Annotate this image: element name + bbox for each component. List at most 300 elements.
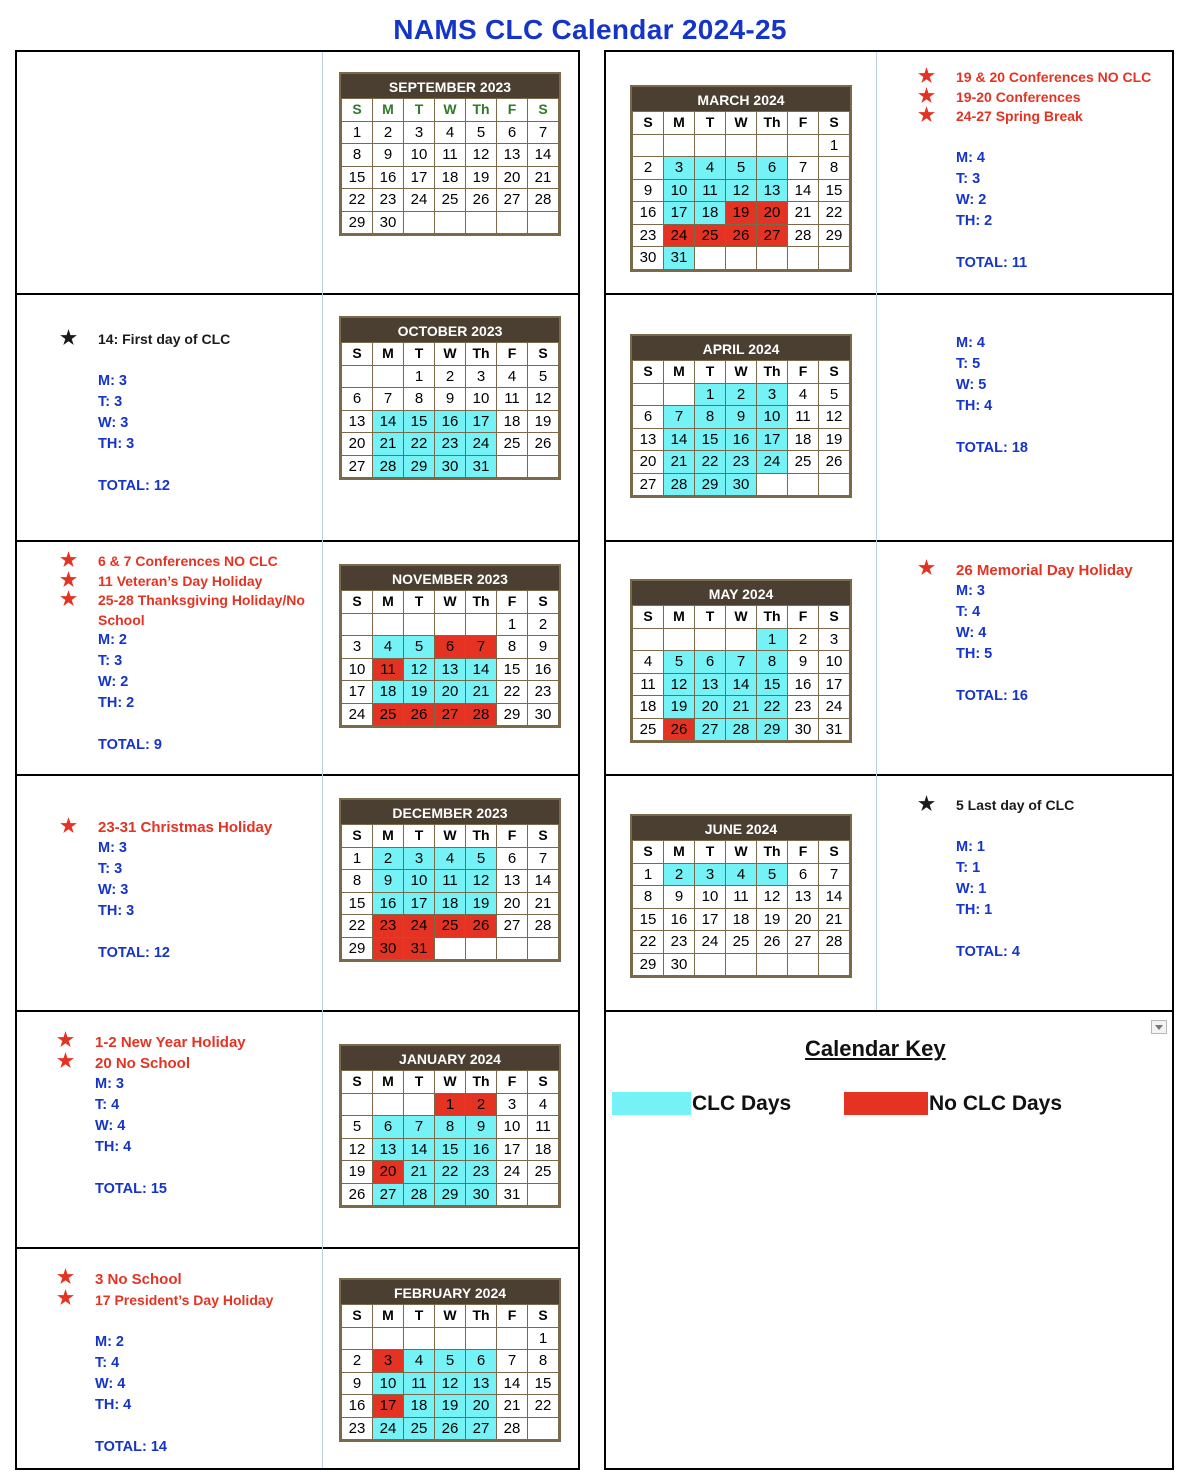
day-cell xyxy=(404,1327,435,1350)
calendar-key-title: Calendar Key xyxy=(805,1036,946,1061)
day-cell: 12 xyxy=(664,673,695,696)
weekday-header: W xyxy=(435,825,466,848)
day-cell: 1 xyxy=(695,383,726,406)
day-cell: 16 xyxy=(788,673,819,696)
day-cell: 19 xyxy=(664,696,695,719)
weekday-header: T xyxy=(695,361,726,384)
star-icon: ★ xyxy=(918,66,936,87)
weekday-header: S xyxy=(819,841,850,864)
day-cell: 13 xyxy=(435,658,466,681)
weekday-header: S xyxy=(528,99,559,122)
day-cell: 2 xyxy=(435,365,466,388)
weekday-header-row xyxy=(342,1071,559,1094)
weekday-header: W xyxy=(726,606,757,629)
day-cell: 8 xyxy=(404,388,435,411)
calendar-grid xyxy=(341,1304,559,1440)
day-cell: 25 xyxy=(435,915,466,938)
weekday-header: W xyxy=(435,1071,466,1094)
day-cell xyxy=(788,953,819,976)
weekday-header: M xyxy=(373,343,404,366)
day-cell: 18 xyxy=(788,428,819,451)
cell-divider xyxy=(322,52,323,1468)
day-cell: 13 xyxy=(497,144,528,167)
day-cell: 20 xyxy=(342,433,373,456)
weekday-header-row xyxy=(633,112,850,135)
day-cell: 7 xyxy=(497,1350,528,1373)
day-cell: 5 xyxy=(435,1350,466,1373)
row-divider xyxy=(604,774,1174,776)
day-cell: 16 xyxy=(726,428,757,451)
day-cell: 24 xyxy=(373,1417,404,1440)
event-item xyxy=(60,818,315,838)
day-cell: 9 xyxy=(528,636,559,659)
day-cell: 6 xyxy=(373,1116,404,1139)
day-cell: 8 xyxy=(342,870,373,893)
day-cell: 12 xyxy=(528,388,559,411)
week-row xyxy=(633,908,850,931)
day-cell: 3 xyxy=(373,1350,404,1373)
weekday-header: Th xyxy=(466,99,497,122)
day-cell: 5 xyxy=(528,365,559,388)
event-item xyxy=(57,1032,312,1053)
day-cell xyxy=(664,383,695,406)
day-cell: 3 xyxy=(404,121,435,144)
day-cell: 9 xyxy=(726,406,757,429)
day-cell xyxy=(373,613,404,636)
week-row xyxy=(633,134,850,157)
weekday-header: Th xyxy=(466,591,497,614)
day-cell xyxy=(373,365,404,388)
calendar-title: FEBRUARY 2024 xyxy=(341,1280,559,1304)
day-cell: 20 xyxy=(788,908,819,931)
stat-wednesday: W: 3 xyxy=(98,881,129,898)
day-cell: 20 xyxy=(373,1161,404,1184)
day-cell: 2 xyxy=(664,863,695,886)
stat-wednesday: W: 4 xyxy=(95,1118,126,1134)
day-cell: 23 xyxy=(528,681,559,704)
week-row xyxy=(342,847,559,870)
notes-june xyxy=(918,796,1168,963)
calendar-grid xyxy=(632,840,850,976)
week-row xyxy=(633,406,850,429)
day-cell: 8 xyxy=(342,144,373,167)
week-row xyxy=(342,410,559,433)
weekday-header: S xyxy=(633,361,664,384)
day-cell: 14 xyxy=(528,144,559,167)
notes-january xyxy=(57,1032,312,1200)
day-cell: 23 xyxy=(788,696,819,719)
day-cell: 13 xyxy=(342,410,373,433)
day-cell: 6 xyxy=(633,406,664,429)
day-cell xyxy=(404,1093,435,1116)
day-cell: 11 xyxy=(435,870,466,893)
week-row xyxy=(342,915,559,938)
day-cell: 15 xyxy=(528,1372,559,1395)
day-cell: 25 xyxy=(404,1417,435,1440)
day-cell: 3 xyxy=(819,628,850,651)
week-row xyxy=(342,121,559,144)
stat-wednesday: W: 4 xyxy=(95,1376,126,1392)
stat-monday: M: 1 xyxy=(956,838,985,855)
day-cell xyxy=(695,247,726,270)
weekday-header: Th xyxy=(757,361,788,384)
day-cell: 14 xyxy=(726,673,757,696)
day-cell: 5 xyxy=(342,1116,373,1139)
day-cell: 22 xyxy=(633,931,664,954)
day-cell: 20 xyxy=(633,451,664,474)
week-row xyxy=(342,681,559,704)
weekday-header: S xyxy=(528,343,559,366)
day-cell: 11 xyxy=(373,658,404,681)
day-cell: 28 xyxy=(528,915,559,938)
weekday-header: S xyxy=(819,606,850,629)
stat-tuesday: T: 1 xyxy=(956,859,981,876)
week-row xyxy=(342,1183,559,1206)
day-cell: 10 xyxy=(466,388,497,411)
day-cell: 3 xyxy=(466,365,497,388)
calendar-november-2023 xyxy=(339,564,561,728)
event-item xyxy=(918,560,1168,581)
event-text: 6 & 7 Conferences NO CLC xyxy=(98,553,278,569)
day-cell: 18 xyxy=(404,1395,435,1418)
day-cell: 12 xyxy=(435,1372,466,1395)
day-cell: 4 xyxy=(435,847,466,870)
calendar-grid xyxy=(341,1070,559,1206)
day-cell: 24 xyxy=(819,696,850,719)
day-cell xyxy=(497,211,528,234)
calendar-april-2024 xyxy=(630,334,852,498)
day-cell: 31 xyxy=(819,718,850,741)
day-cell: 13 xyxy=(633,428,664,451)
weekday-header: S xyxy=(342,1071,373,1094)
day-cell xyxy=(373,1093,404,1116)
day-cell: 9 xyxy=(435,388,466,411)
day-cell xyxy=(819,247,850,270)
day-cell: 23 xyxy=(466,1161,497,1184)
day-cell: 13 xyxy=(466,1372,497,1395)
day-cell: 25 xyxy=(726,931,757,954)
day-cell: 23 xyxy=(633,224,664,247)
no-clc-days-label: No CLC Days xyxy=(929,1092,1063,1115)
day-cell xyxy=(757,473,788,496)
weekday-header: W xyxy=(726,361,757,384)
weekday-header: F xyxy=(497,343,528,366)
day-cell: 6 xyxy=(466,1350,497,1373)
day-cell: 12 xyxy=(466,144,497,167)
week-row xyxy=(342,1350,559,1373)
cell-divider xyxy=(876,52,877,1010)
day-cell: 1 xyxy=(819,134,850,157)
day-cell: 18 xyxy=(528,1138,559,1161)
stat-total: TOTAL: 14 xyxy=(95,1439,167,1455)
day-cell: 22 xyxy=(695,451,726,474)
day-cell: 16 xyxy=(664,908,695,931)
day-cell: 18 xyxy=(373,681,404,704)
row-divider xyxy=(604,540,1174,542)
day-cell: 26 xyxy=(342,1183,373,1206)
day-cell: 21 xyxy=(819,908,850,931)
stat-monday: M: 4 xyxy=(956,335,985,351)
calendar-title: JUNE 2024 xyxy=(632,816,850,840)
day-cell xyxy=(404,613,435,636)
weekday-header-row xyxy=(342,825,559,848)
stat-thursday: TH: 4 xyxy=(956,398,993,414)
day-cell: 6 xyxy=(788,863,819,886)
day-cell: 22 xyxy=(497,681,528,704)
day-cell: 10 xyxy=(373,1372,404,1395)
day-cell: 29 xyxy=(404,455,435,478)
day-cell: 14 xyxy=(404,1138,435,1161)
stat-tuesday: T: 3 xyxy=(98,653,123,669)
clc-days-label: CLC Days xyxy=(692,1092,792,1115)
weekday-header: F xyxy=(788,361,819,384)
weekday-header: S xyxy=(633,841,664,864)
stat-monday: M: 3 xyxy=(95,1076,124,1092)
weekday-header: M xyxy=(664,361,695,384)
day-cell: 10 xyxy=(342,658,373,681)
day-cell: 28 xyxy=(497,1417,528,1440)
star-icon: ★ xyxy=(57,1030,75,1051)
star-icon: ★ xyxy=(918,558,936,579)
day-cell: 9 xyxy=(342,1372,373,1395)
weekday-header: S xyxy=(342,343,373,366)
calendar-october-2023 xyxy=(339,316,561,480)
day-cell: 25 xyxy=(633,718,664,741)
day-cell: 17 xyxy=(373,1395,404,1418)
day-cell: 28 xyxy=(819,931,850,954)
calendar-title: DECEMBER 2023 xyxy=(341,800,559,824)
event-text: 5 Last day of CLC xyxy=(956,797,1075,813)
day-cell: 12 xyxy=(404,658,435,681)
day-cell: 21 xyxy=(664,451,695,474)
day-cell: 15 xyxy=(404,410,435,433)
event-item xyxy=(918,68,1168,88)
stat-tuesday: T: 3 xyxy=(956,170,981,187)
day-cell: 29 xyxy=(757,718,788,741)
day-cell: 20 xyxy=(695,696,726,719)
day-cell xyxy=(435,211,466,234)
week-row xyxy=(342,166,559,189)
weekday-header: S xyxy=(528,591,559,614)
day-cell: 24 xyxy=(695,931,726,954)
star-icon: ★ xyxy=(57,1267,75,1288)
day-cell: 17 xyxy=(342,681,373,704)
calendar-grid xyxy=(341,98,559,234)
star-icon: ★ xyxy=(60,550,78,571)
stat-thursday: TH: 3 xyxy=(98,902,135,919)
day-cell: 29 xyxy=(342,937,373,960)
day-cell: 11 xyxy=(435,144,466,167)
day-cell: 16 xyxy=(528,658,559,681)
weekday-header: S xyxy=(342,1305,373,1328)
day-cell: 5 xyxy=(404,636,435,659)
no-clc-days-swatch xyxy=(844,1092,928,1115)
star-icon: ★ xyxy=(57,1288,75,1309)
day-cell xyxy=(695,953,726,976)
day-cell: 29 xyxy=(819,224,850,247)
day-cell: 31 xyxy=(664,247,695,270)
day-cell: 1 xyxy=(342,121,373,144)
day-cell: 22 xyxy=(435,1161,466,1184)
day-cell xyxy=(497,937,528,960)
week-row xyxy=(633,863,850,886)
day-cell: 7 xyxy=(466,636,497,659)
week-row xyxy=(342,1417,559,1440)
day-cell: 20 xyxy=(466,1395,497,1418)
weekday-header: F xyxy=(497,1305,528,1328)
day-cell: 30 xyxy=(726,473,757,496)
day-cell: 27 xyxy=(342,455,373,478)
day-cell: 9 xyxy=(373,870,404,893)
day-cell xyxy=(435,1327,466,1350)
stat-total: TOTAL: 9 xyxy=(98,737,162,753)
day-cell: 3 xyxy=(497,1093,528,1116)
day-cell: 22 xyxy=(404,433,435,456)
day-cell: 28 xyxy=(466,703,497,726)
day-cell xyxy=(726,628,757,651)
day-cell: 4 xyxy=(528,1093,559,1116)
calendar-january-2024 xyxy=(339,1044,561,1208)
day-cell: 23 xyxy=(664,931,695,954)
event-text: 26 Memorial Day Holiday xyxy=(956,562,1133,579)
dropdown-arrow-icon[interactable] xyxy=(1151,1020,1167,1034)
weekday-header: S xyxy=(342,591,373,614)
stat-thursday: TH: 4 xyxy=(95,1139,132,1155)
day-cell: 2 xyxy=(528,613,559,636)
day-cell: 1 xyxy=(342,847,373,870)
day-cell xyxy=(726,247,757,270)
day-cell: 25 xyxy=(695,224,726,247)
day-cell xyxy=(633,134,664,157)
day-cell: 10 xyxy=(819,651,850,674)
event-text: 14: First day of CLC xyxy=(98,331,231,347)
day-cell xyxy=(342,1327,373,1350)
stat-tuesday: T: 4 xyxy=(956,604,981,620)
day-cell: 31 xyxy=(466,455,497,478)
weekday-header: S xyxy=(633,112,664,135)
day-cell xyxy=(819,473,850,496)
stat-monday: M: 3 xyxy=(956,583,985,599)
day-cell: 27 xyxy=(435,703,466,726)
weekday-header: T xyxy=(404,1305,435,1328)
stat-thursday: TH: 2 xyxy=(98,695,135,711)
stat-tuesday: T: 3 xyxy=(98,393,123,410)
day-cell: 22 xyxy=(757,696,788,719)
week-row xyxy=(633,696,850,719)
weekday-header: T xyxy=(404,825,435,848)
day-cell: 15 xyxy=(757,673,788,696)
day-cell: 8 xyxy=(435,1116,466,1139)
week-row xyxy=(342,636,559,659)
calendar-february-2024 xyxy=(339,1278,561,1442)
day-cell: 13 xyxy=(695,673,726,696)
day-cell xyxy=(633,628,664,651)
weekday-header: F xyxy=(497,1071,528,1094)
weekday-header-row xyxy=(342,99,559,122)
weekday-header: Th xyxy=(466,1071,497,1094)
day-cell: 8 xyxy=(757,651,788,674)
stat-monday: M: 4 xyxy=(956,149,985,166)
day-cell: 23 xyxy=(435,433,466,456)
star-icon: ★ xyxy=(60,328,78,349)
week-row xyxy=(633,931,850,954)
stat-total: TOTAL: 18 xyxy=(956,440,1028,456)
week-row xyxy=(342,1161,559,1184)
weekday-header: T xyxy=(695,112,726,135)
stat-wednesday: W: 2 xyxy=(956,191,987,208)
weekday-header: S xyxy=(819,112,850,135)
row-divider xyxy=(15,293,580,295)
event-item xyxy=(60,552,315,572)
day-cell: 15 xyxy=(497,658,528,681)
day-cell: 22 xyxy=(342,915,373,938)
week-row xyxy=(342,937,559,960)
day-cell: 14 xyxy=(497,1372,528,1395)
day-cell xyxy=(757,247,788,270)
stat-tuesday: T: 3 xyxy=(98,860,123,877)
event-text: 19-20 Conferences xyxy=(956,88,1081,105)
day-cell: 17 xyxy=(664,202,695,225)
row-divider xyxy=(604,293,1174,295)
weekday-header: M xyxy=(373,591,404,614)
day-cell: 26 xyxy=(819,451,850,474)
day-cell: 18 xyxy=(633,696,664,719)
day-cell: 3 xyxy=(695,863,726,886)
notes-november xyxy=(60,552,315,756)
calendar-grid xyxy=(341,824,559,960)
row-divider xyxy=(15,1247,580,1249)
day-cell: 2 xyxy=(726,383,757,406)
day-cell xyxy=(466,211,497,234)
day-cell: 18 xyxy=(726,908,757,931)
day-cell: 13 xyxy=(757,179,788,202)
day-cell xyxy=(466,1327,497,1350)
day-cell: 10 xyxy=(757,406,788,429)
day-cell: 12 xyxy=(757,886,788,909)
day-cell: 26 xyxy=(757,931,788,954)
day-cell: 11 xyxy=(404,1372,435,1395)
day-cell: 5 xyxy=(466,847,497,870)
weekday-header: F xyxy=(788,841,819,864)
day-cell: 28 xyxy=(404,1183,435,1206)
day-cell: 18 xyxy=(497,410,528,433)
day-cell: 14 xyxy=(466,658,497,681)
event-text: 24-27 Spring Break xyxy=(956,108,1083,124)
day-cell xyxy=(497,455,528,478)
day-cell: 28 xyxy=(528,189,559,212)
day-cell: 2 xyxy=(788,628,819,651)
star-icon: ★ xyxy=(60,589,78,610)
day-cell: 9 xyxy=(466,1116,497,1139)
day-cell: 27 xyxy=(497,915,528,938)
day-cell xyxy=(435,613,466,636)
day-cell xyxy=(528,1183,559,1206)
calendar-december-2023 xyxy=(339,798,561,962)
weekday-header: S xyxy=(342,99,373,122)
day-cell: 30 xyxy=(788,718,819,741)
weekday-header: M xyxy=(664,606,695,629)
day-cell: 18 xyxy=(695,202,726,225)
day-cell: 25 xyxy=(373,703,404,726)
day-cell: 27 xyxy=(788,931,819,954)
event-item xyxy=(60,569,315,592)
day-cell xyxy=(342,613,373,636)
week-row xyxy=(342,703,559,726)
day-cell: 16 xyxy=(466,1138,497,1161)
day-cell: 10 xyxy=(664,179,695,202)
weekday-header: W xyxy=(726,841,757,864)
week-row xyxy=(633,157,850,180)
